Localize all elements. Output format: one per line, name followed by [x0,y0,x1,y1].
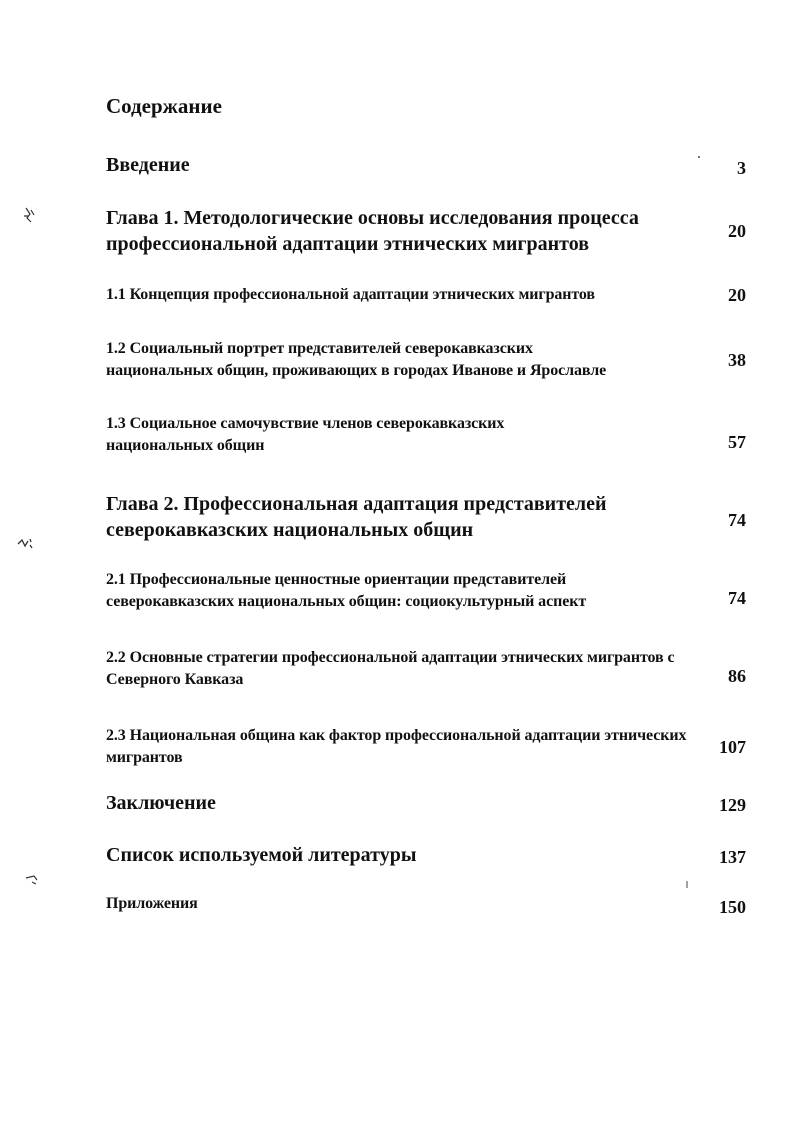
scan-speck-icon [24,872,42,886]
toc-entry-page: 129 [719,794,746,815]
toc-entry-page: 86 [728,665,746,686]
scan-speck-icon [696,154,702,160]
toc-entry-title: 1.2 Социальный портрет представителей северокавказских национальных общин, проживающих в городах Иванове и Ярославле [106,340,607,379]
toc-entry-conclusion [106,788,746,818]
toc-entry-introduction [106,150,746,180]
toc-entry-page: 137 [719,846,746,867]
scan-speck-icon [16,536,36,550]
toc-entry-chapter-2 [106,490,746,544]
toc-entry-page: 57 [728,431,746,452]
toc-entry-section-2-3 [106,724,746,770]
toc-entry-section-1-2 [106,326,746,394]
toc-entry-title: Список используемой литературы [106,844,417,866]
toc-entry-page: 20 [728,284,746,305]
toc-entry-title: 1.3 Социальное самочувствие членов северокавказских национальных общин [106,415,505,454]
scan-speck-icon [22,206,38,224]
toc-entry-section-1-3 [106,412,746,458]
toc-entry-title: 2.2 Основные стратегии профессиональной адаптации этнических мигрантов с Северного Кавказа [106,649,675,688]
toc-entry-section-2-2 [106,646,746,692]
toc-entry-chapter-1 [106,204,746,258]
toc-entry-page: 20 [728,220,746,241]
toc-entry-references [106,840,746,870]
scan-speck-icon [684,880,690,890]
toc-entry-section-2-1 [106,568,746,614]
toc-entry-page: 74 [728,587,746,608]
toc-entry-page: 3 [737,157,746,178]
toc-entry-page: 150 [719,896,746,917]
toc-entry-title: Глава 2. Профессиональная адаптация представителей северокавказских национальных общин [106,493,607,541]
toc-entry-page: 74 [728,509,746,530]
toc-entry-title: 2.3 Национальная община как фактор профессиональной адаптации этнических мигрантов [106,727,687,766]
toc-entry-title: Введение [106,154,190,176]
toc-entry-title: 1.1 Концепция профессиональной адаптации этнических мигрантов [106,286,595,303]
toc-entry-page: 38 [728,349,746,370]
toc-entry-title: Заключение [106,792,216,814]
toc-entry-title: 2.1 Профессиональные ценностные ориентации представителей северокавказских национальных общин: социокультурный аспект [106,571,587,610]
toc-entry-section-1-1 [106,284,746,306]
page-title: Содержание [106,94,222,118]
toc-entry-title: Глава 1. Методологические основы исследования процесса профессиональной адаптации этнических мигрантов [106,207,639,255]
toc-entry-title: Приложения [106,895,198,912]
toc-entry-page: 107 [719,736,746,757]
toc-entry-appendices [106,892,746,922]
